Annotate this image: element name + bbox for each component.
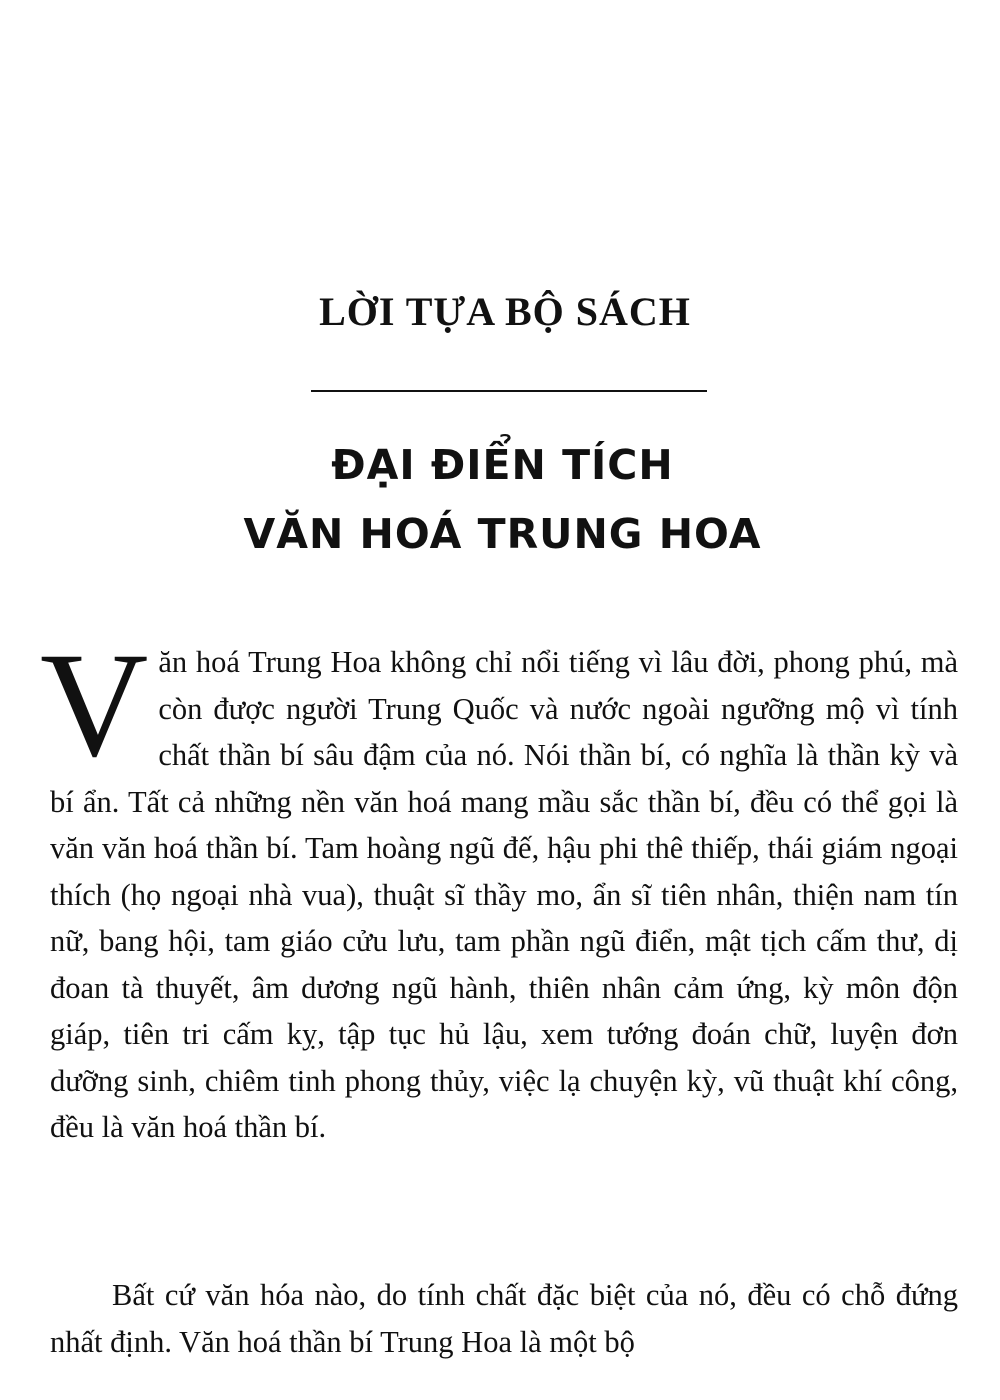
series-title-line-2: VĂN HOÁ TRUNG HOA xyxy=(243,510,762,558)
paragraph-1 xyxy=(40,622,958,1151)
paragraph-1-text: ăn hoá Trung Hoa không chỉ nổi tiếng vì lâu đời, phong phú, mà còn được người Trung Quốc và nước ngoài ngưỡng mộ vì tính chất thần bí sâu đậm của nó. Nói thần bí, có nghĩa là thần kỳ và bí ẩn. Tất cả những nền văn hoá mang mầu sắc thần bí, đều có thể gọi là văn văn hoá thần bí. Tam hoàng ngũ đế, hậu phi thê thiếp, thái giám ngoại thích (họ ngoại nhà vua), thuật sĩ thầy mo, ẩn sĩ tiên nhân, thiện nam tín nữ, bang hội, tam giáo cửu lưu, tam phần ngũ điển, mật tịch cấm thư, dị đoan tà thuyết, âm dương ngũ hành, thiên nhân cảm ứng, kỳ môn độn giáp, tiên tri cấm kỵ, tập tục hủ lậu, xem tướng đoán chữ, luyện đơn dưỡng sinh, chiêm tinh phong thủy, việc lạ chuyện kỳ, vũ thuật khí công, đều là văn hoá thần bí. xyxy=(50,645,958,1144)
preface-title: LỜI TỰA BỘ SÁCH xyxy=(319,289,691,334)
drop-cap: V xyxy=(40,622,149,788)
series-title-line-1: ĐẠI ĐIỂN TÍCH xyxy=(331,441,674,489)
title-divider xyxy=(311,390,707,392)
paragraph-2: Bất cứ văn hóa nào, do tính chất đặc biệt của nó, đều có chỗ đứng nhất định. Văn hoá thần bí Trung Hoa là một bộ xyxy=(50,1278,958,1359)
